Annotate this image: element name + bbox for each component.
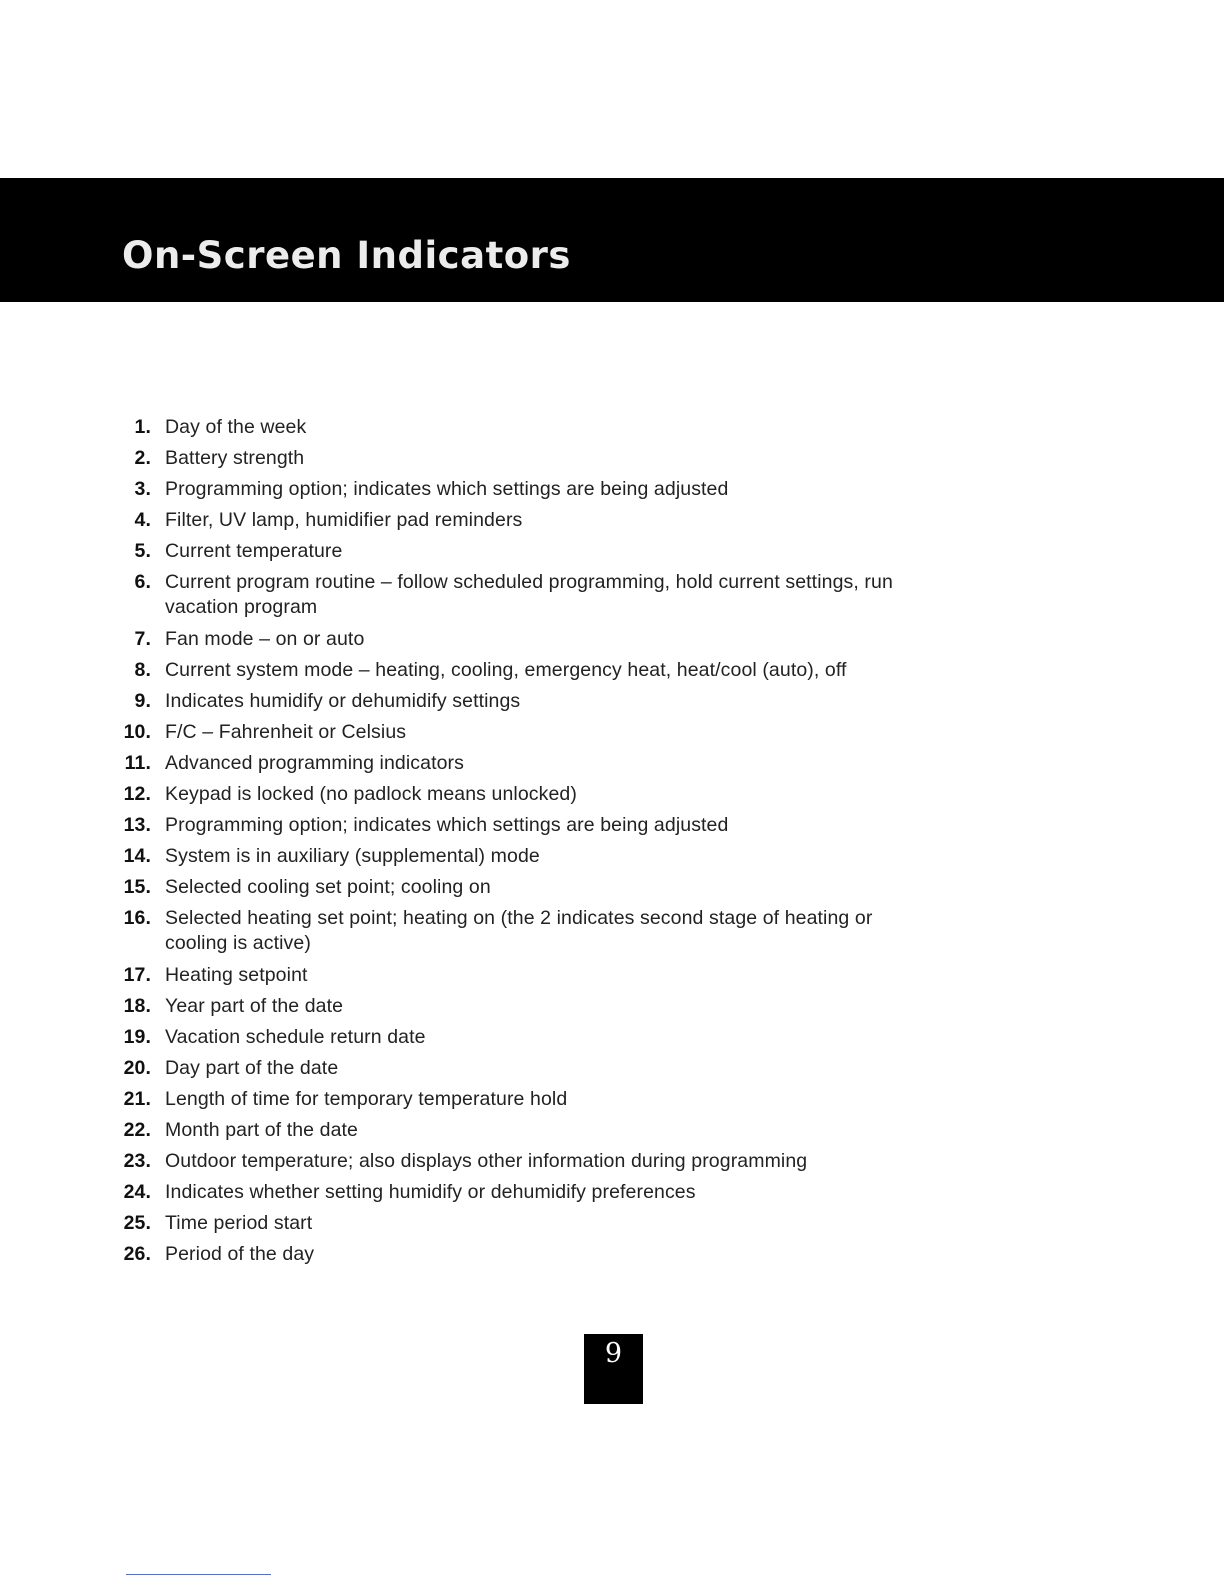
item-text: Year part of the date — [165, 994, 344, 1017]
item-number: 7. — [134, 627, 151, 650]
item-text: Length of time for temporary temperature hold — [165, 1087, 568, 1110]
item-text: Outdoor temperature; also displays other information during programming — [165, 1150, 808, 1173]
list-item — [115, 1087, 935, 1112]
list-item — [115, 1211, 935, 1236]
list-item — [115, 1118, 935, 1143]
list-item — [115, 994, 935, 1019]
item-text: Day part of the date — [165, 1056, 339, 1079]
item-number: 11. — [124, 751, 151, 774]
item-text: System is in auxiliary (supplemental) mode — [165, 845, 540, 868]
item-number: 3. — [134, 478, 151, 501]
item-text: Time period start — [165, 1212, 313, 1235]
page-title: On-Screen Indicators — [122, 234, 571, 277]
item-number: 13. — [123, 814, 151, 837]
item-number: 10. — [123, 720, 151, 743]
item-number: 18. — [123, 994, 151, 1017]
item-text: Heating setpoint — [165, 963, 308, 986]
item-text: Fan mode – on or auto — [165, 627, 365, 650]
item-text: Current program routine – follow scheduled programming, hold current settings, run vacation program — [165, 571, 893, 619]
list-item — [115, 963, 935, 988]
item-text: Programming option; indicates which settings are being adjusted — [165, 814, 729, 837]
list-item — [115, 875, 935, 900]
item-number: 23. — [123, 1150, 151, 1173]
list-item — [115, 751, 935, 776]
item-number: 2. — [134, 447, 151, 470]
item-text: Filter, UV lamp, humidifier pad reminders — [165, 509, 523, 532]
list-item — [115, 477, 935, 502]
item-number: 20. — [123, 1056, 151, 1079]
list-item — [115, 415, 935, 440]
item-number: 15. — [123, 876, 151, 899]
list-item — [115, 1242, 935, 1267]
list-item — [115, 658, 935, 683]
list-item — [115, 1056, 935, 1081]
item-text: Current temperature — [165, 540, 343, 563]
list-item — [115, 782, 935, 807]
list-item — [115, 539, 935, 564]
item-text: Selected heating set point; heating on (the 2 indicates second stage of heating or cooling is active) — [165, 907, 873, 955]
list-item — [115, 689, 935, 714]
list-item — [115, 446, 935, 471]
item-number: 22. — [123, 1118, 151, 1141]
page-number-box — [584, 1334, 643, 1404]
item-text: Indicates whether setting humidify or dehumidify preferences — [165, 1181, 696, 1204]
item-text: Programming option; indicates which settings are being adjusted — [165, 478, 729, 501]
item-text: Indicates humidify or dehumidify settings — [165, 689, 521, 712]
list-item — [115, 508, 935, 533]
item-number: 9. — [134, 689, 151, 712]
item-text: F/C – Fahrenheit or Celsius — [165, 720, 407, 743]
list-item — [115, 720, 935, 745]
item-text: Day of the week — [165, 416, 307, 438]
indicator-list — [115, 415, 935, 1273]
item-number: 14. — [123, 845, 151, 868]
item-text: Vacation schedule return date — [165, 1025, 426, 1048]
item-number: 17. — [123, 963, 151, 986]
list-item — [115, 844, 935, 869]
item-text: Selected cooling set point; cooling on — [165, 876, 491, 899]
page-number: 9 — [604, 1338, 623, 1369]
item-text: Keypad is locked (no padlock means unlocked) — [165, 783, 577, 806]
item-number: 19. — [123, 1025, 151, 1048]
item-number: 8. — [134, 658, 151, 681]
list-item — [115, 906, 935, 956]
list-item — [115, 1025, 935, 1050]
item-number: 4. — [134, 509, 151, 532]
item-number: 26. — [123, 1243, 151, 1266]
item-text: Current system mode – heating, cooling, emergency heat, heat/cool (auto), off — [165, 658, 847, 681]
item-number: 12. — [123, 783, 151, 806]
list-item — [115, 570, 935, 620]
list-item — [115, 1149, 935, 1174]
item-number: 25. — [123, 1212, 151, 1235]
item-number: 1. — [134, 416, 151, 438]
item-number: 24. — [123, 1181, 151, 1204]
item-number: 16. — [123, 907, 151, 930]
list-item — [115, 627, 935, 652]
list-item — [115, 1180, 935, 1205]
list-item — [115, 813, 935, 838]
footer-divider — [126, 1574, 271, 1575]
item-number: 5. — [134, 540, 151, 563]
item-text: Advanced programming indicators — [165, 751, 464, 774]
item-text: Battery strength — [165, 447, 305, 470]
item-text: Period of the day — [165, 1243, 315, 1266]
item-number: 6. — [134, 571, 151, 594]
item-number: 21. — [123, 1087, 151, 1110]
item-text: Month part of the date — [165, 1118, 358, 1141]
